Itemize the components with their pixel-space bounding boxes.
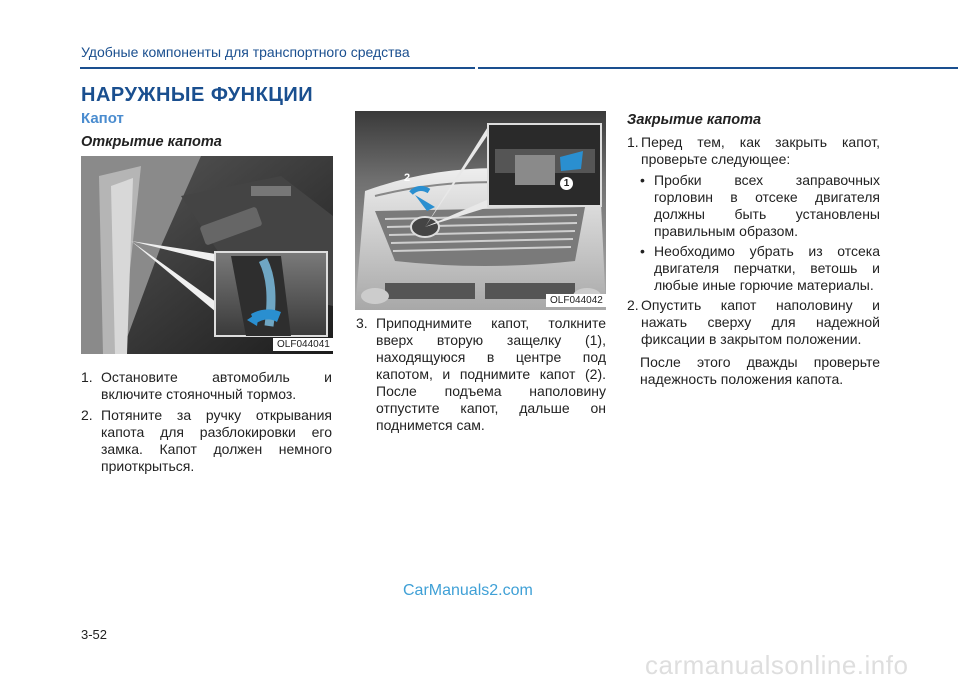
close-step-2 <box>627 297 880 348</box>
page-number: 3-52 <box>81 627 108 642</box>
bullet-text: Необходимо убрать из отсека двигателя перчатки, ветошь и любые иные горючие материалы. <box>654 243 880 293</box>
bullet-item <box>640 243 880 294</box>
step-text: Перед тем, как закрыть капот, проверьте следующее: <box>641 134 880 167</box>
photo-hood-release-lever <box>81 156 333 354</box>
footer-watermark: carmanualsonline.info <box>645 650 909 680</box>
section-title: НАРУЖНЫЕ ФУНКЦИИ <box>81 84 314 106</box>
subheading-hood: Капот <box>81 110 124 127</box>
step-text: Остановите автомобиль и включите стояночный тормоз. <box>101 369 332 402</box>
photo-hood-secondary-latch <box>355 111 606 310</box>
column-2-steps <box>356 315 606 438</box>
bullet-item <box>640 172 880 240</box>
column-3-steps <box>627 134 880 388</box>
close-step-2-note: После этого дважды проверьте надежность положения капота. <box>640 354 880 387</box>
step-number: 2. <box>627 297 639 313</box>
heading-close-hood: Закрытие капота <box>627 112 762 128</box>
step-number: 1. <box>627 134 639 150</box>
header-rule-gap <box>475 66 478 70</box>
heading-open-hood: Открытие капота <box>81 134 222 150</box>
step-1 <box>81 369 332 403</box>
column-1-steps <box>81 369 332 479</box>
step-text: Опустить капот наполовину и нажать сверху для надежной фиксации в закрытом положении. <box>641 297 880 347</box>
header-rule <box>80 67 958 69</box>
hood-latch-illustration <box>355 111 606 310</box>
bullet-dot: • <box>640 172 645 188</box>
step-2 <box>81 407 332 475</box>
step-number: 3. <box>356 315 368 331</box>
image-label-2: OLF044042 <box>546 294 607 307</box>
step-text: Потяните за ручку открывания капота для разблокировки его замка. Капот должен немного приоткрыться. <box>101 407 332 474</box>
watermark-link[interactable]: CarManuals2.com <box>403 582 533 599</box>
callout-1: 1 <box>560 177 573 190</box>
step-number: 2. <box>81 407 93 423</box>
header-title: Удобные компоненты для транспортного средства <box>81 44 410 60</box>
callout-2: 2 <box>404 172 411 184</box>
bullet-dot: • <box>640 243 645 259</box>
step-number: 1. <box>81 369 93 385</box>
image-label-1: OLF044041 <box>273 338 334 351</box>
hood-release-illustration <box>81 156 333 354</box>
bullet-list <box>627 172 880 294</box>
step-text: Приподнимите капот, толкните вверх вторую защелку (1), находящуюся в центре под капотом, и поднимите капот (2). После подъема наполовину отпустите капот, дальше он поднимется сам. <box>376 315 606 433</box>
bullet-text: Пробки всех заправочных горловин в отсеке двигателя должны быть установлены правильным образом. <box>654 172 880 239</box>
step-3 <box>356 315 606 434</box>
close-step-1 <box>627 134 880 168</box>
